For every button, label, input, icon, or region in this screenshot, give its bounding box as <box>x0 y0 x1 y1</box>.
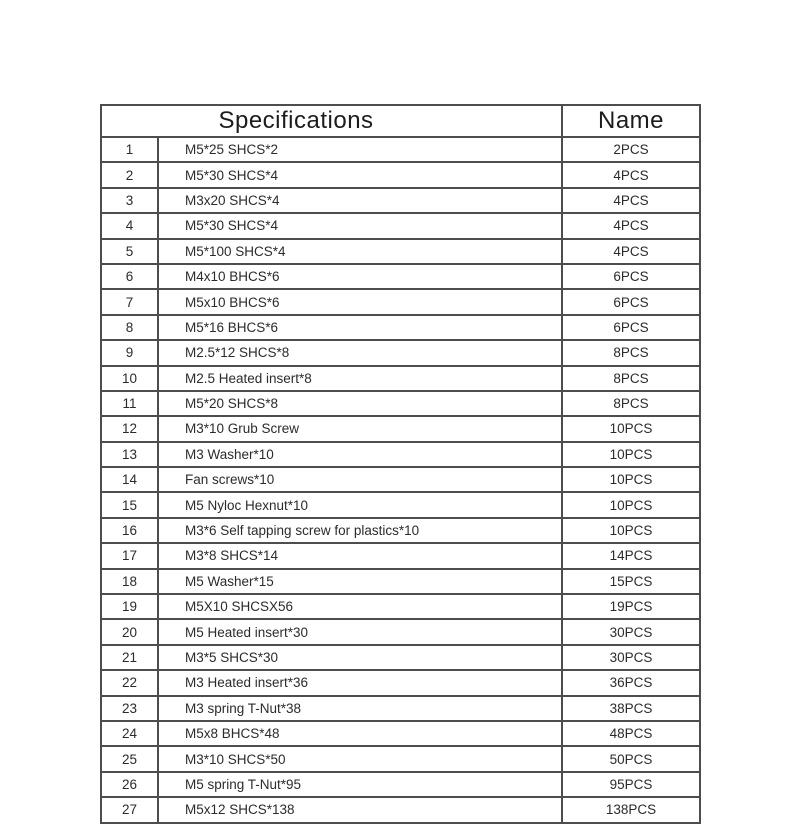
table-row <box>101 188 700 213</box>
header-name: Name <box>562 105 700 137</box>
row-number: 21 <box>101 645 158 670</box>
table-row <box>101 442 700 467</box>
row-qty: 6PCS <box>562 264 700 289</box>
row-qty: 6PCS <box>562 289 700 314</box>
row-number: 1 <box>101 137 158 162</box>
row-qty: 4PCS <box>562 162 700 187</box>
row-spec: M5*30 SHCS*4 <box>158 162 562 187</box>
row-number: 10 <box>101 366 158 391</box>
row-spec: M3 Heated insert*36 <box>158 670 562 695</box>
row-qty: 6PCS <box>562 315 700 340</box>
row-number: 15 <box>101 492 158 517</box>
row-qty: 36PCS <box>562 670 700 695</box>
row-qty: 15PCS <box>562 569 700 594</box>
table-row <box>101 492 700 517</box>
row-number: 18 <box>101 569 158 594</box>
row-spec: M3*8 SHCS*14 <box>158 543 562 568</box>
row-qty: 138PCS <box>562 797 700 822</box>
row-number: 14 <box>101 467 158 492</box>
row-qty: 8PCS <box>562 340 700 365</box>
row-number: 13 <box>101 442 158 467</box>
row-number: 27 <box>101 797 158 822</box>
table-row <box>101 746 700 771</box>
row-qty: 95PCS <box>562 772 700 797</box>
table-body <box>101 137 700 823</box>
row-spec: M5 Nyloc Hexnut*10 <box>158 492 562 517</box>
table-row <box>101 543 700 568</box>
row-number: 11 <box>101 391 158 416</box>
row-spec: M5*100 SHCS*4 <box>158 239 562 264</box>
row-qty: 30PCS <box>562 619 700 644</box>
table-row <box>101 645 700 670</box>
table-row <box>101 416 700 441</box>
row-qty: 10PCS <box>562 442 700 467</box>
row-number: 20 <box>101 619 158 644</box>
row-number: 5 <box>101 239 158 264</box>
table-row <box>101 569 700 594</box>
row-qty: 10PCS <box>562 467 700 492</box>
row-spec: M3 Washer*10 <box>158 442 562 467</box>
row-spec: M3*5 SHCS*30 <box>158 645 562 670</box>
table-row <box>101 696 700 721</box>
row-qty: 48PCS <box>562 721 700 746</box>
row-spec: M5X10 SHCSX56 <box>158 594 562 619</box>
table-row <box>101 264 700 289</box>
table-row <box>101 594 700 619</box>
row-spec: M5*20 SHCS*8 <box>158 391 562 416</box>
table-row <box>101 289 700 314</box>
row-qty: 50PCS <box>562 746 700 771</box>
specifications-table <box>100 104 701 824</box>
row-qty: 10PCS <box>562 518 700 543</box>
row-spec: M5*16 BHCS*6 <box>158 315 562 340</box>
header-specifications: Specifications <box>101 105 562 137</box>
row-qty: 10PCS <box>562 416 700 441</box>
row-spec: Fan screws*10 <box>158 467 562 492</box>
row-spec: M3 spring T-Nut*38 <box>158 696 562 721</box>
table-row <box>101 340 700 365</box>
row-number: 4 <box>101 213 158 238</box>
table-row <box>101 619 700 644</box>
row-qty: 10PCS <box>562 492 700 517</box>
row-number: 23 <box>101 696 158 721</box>
row-spec: M5x10 BHCS*6 <box>158 289 562 314</box>
table-row <box>101 670 700 695</box>
table-row <box>101 518 700 543</box>
table-row <box>101 315 700 340</box>
row-qty: 38PCS <box>562 696 700 721</box>
row-number: 2 <box>101 162 158 187</box>
row-qty: 19PCS <box>562 594 700 619</box>
row-qty: 4PCS <box>562 239 700 264</box>
row-number: 9 <box>101 340 158 365</box>
row-spec: M3x20 SHCS*4 <box>158 188 562 213</box>
table-row <box>101 162 700 187</box>
row-spec: M5*25 SHCS*2 <box>158 137 562 162</box>
row-qty: 2PCS <box>562 137 700 162</box>
table-row <box>101 366 700 391</box>
row-spec: M2.5 Heated insert*8 <box>158 366 562 391</box>
row-spec: M5 spring T-Nut*95 <box>158 772 562 797</box>
header-row <box>101 105 700 137</box>
row-spec: M2.5*12 SHCS*8 <box>158 340 562 365</box>
table-row <box>101 239 700 264</box>
table-row <box>101 467 700 492</box>
table-row <box>101 391 700 416</box>
table-row <box>101 213 700 238</box>
row-number: 22 <box>101 670 158 695</box>
row-qty: 4PCS <box>562 213 700 238</box>
row-spec: M3*10 SHCS*50 <box>158 746 562 771</box>
row-qty: 14PCS <box>562 543 700 568</box>
table-row <box>101 721 700 746</box>
row-number: 24 <box>101 721 158 746</box>
row-spec: M4x10 BHCS*6 <box>158 264 562 289</box>
row-spec: M5 Washer*15 <box>158 569 562 594</box>
table-row <box>101 137 700 162</box>
row-qty: 4PCS <box>562 188 700 213</box>
row-spec: M5 Heated insert*30 <box>158 619 562 644</box>
row-number: 19 <box>101 594 158 619</box>
row-spec: M3*10 Grub Screw <box>158 416 562 441</box>
row-spec: M5*30 SHCS*4 <box>158 213 562 238</box>
row-spec: M3*6 Self tapping screw for plastics*10 <box>158 518 562 543</box>
row-qty: 8PCS <box>562 366 700 391</box>
row-number: 6 <box>101 264 158 289</box>
table-row <box>101 772 700 797</box>
row-spec: M5x12 SHCS*138 <box>158 797 562 822</box>
row-spec: M5x8 BHCS*48 <box>158 721 562 746</box>
row-number: 8 <box>101 315 158 340</box>
row-qty: 30PCS <box>562 645 700 670</box>
row-number: 26 <box>101 772 158 797</box>
row-qty: 8PCS <box>562 391 700 416</box>
row-number: 7 <box>101 289 158 314</box>
row-number: 16 <box>101 518 158 543</box>
row-number: 25 <box>101 746 158 771</box>
row-number: 17 <box>101 543 158 568</box>
row-number: 3 <box>101 188 158 213</box>
row-number: 12 <box>101 416 158 441</box>
table-row <box>101 797 700 822</box>
